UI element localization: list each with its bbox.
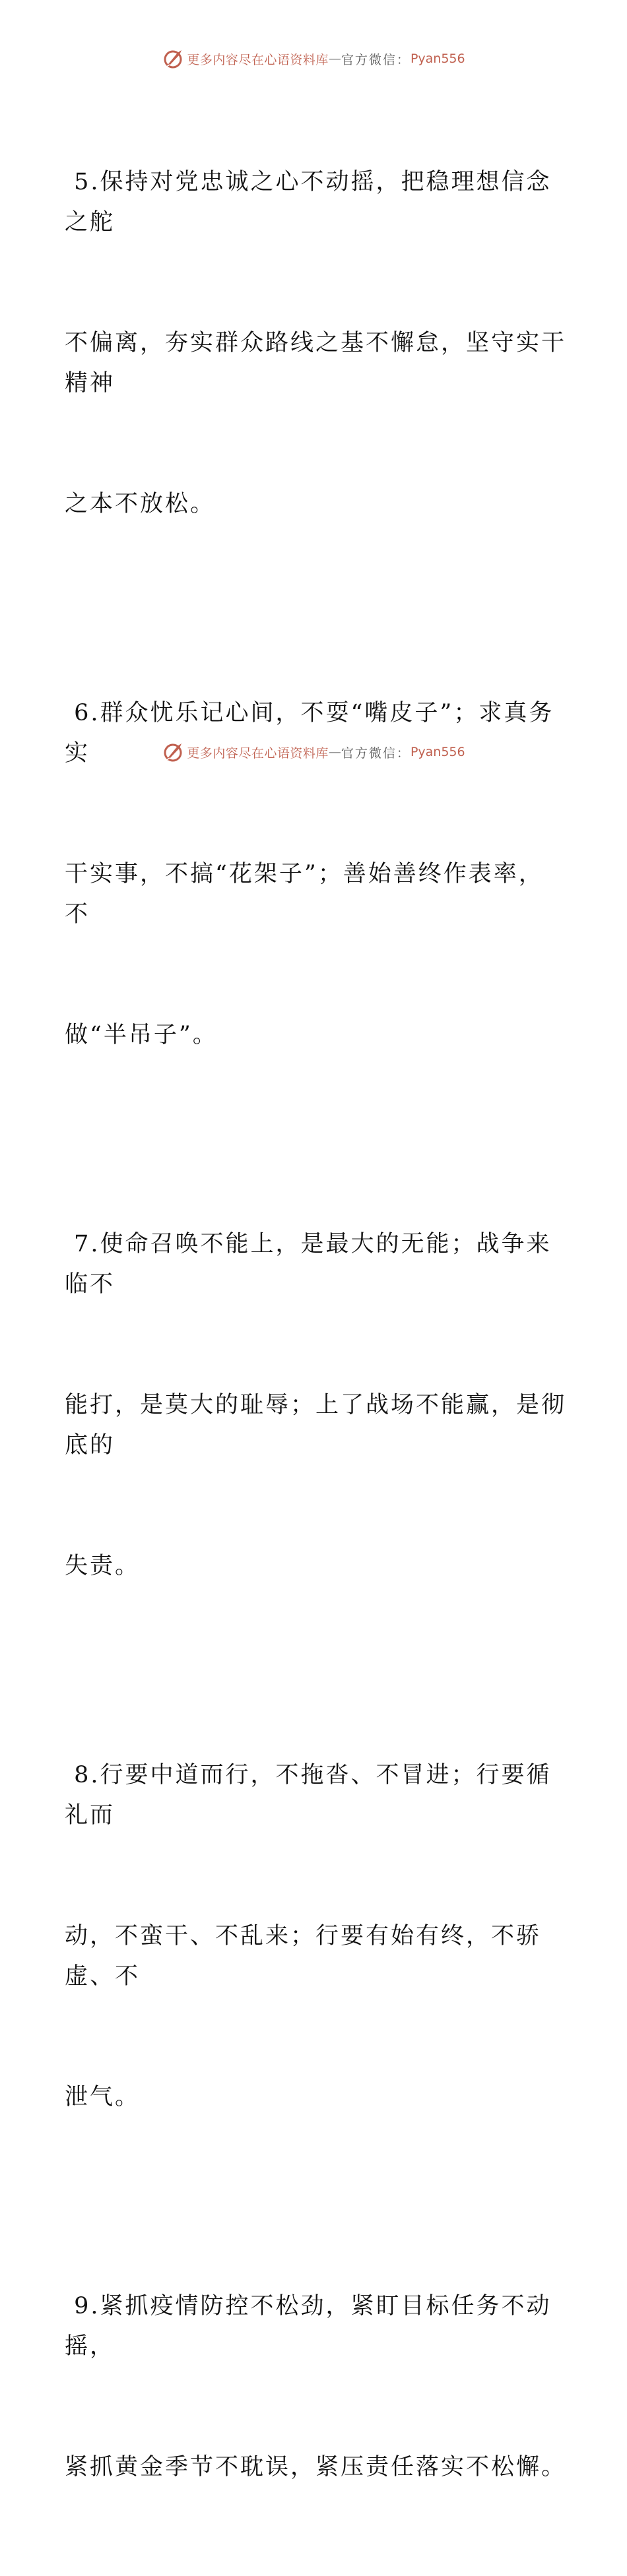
paragraph-item-5 [65,82,566,605]
paragraph-line: 泄气。 [65,2084,141,2110]
watermark-main-text: 更多内容尽在心语资料库 [187,52,329,67]
paragraph-line: 7.使命召唤不能上，是最大的无能；战争来临不 [65,1231,552,1298]
watermark-wechat-label: 官方微信： [341,52,411,67]
watermark-dash: — [328,51,341,66]
paragraph-item-8 [65,1675,566,2198]
paragraph-line: 不偏离，夯实群众路线之基不懈怠，坚守实干精神 [65,330,567,396]
paragraph-line: 干实事，不搞“花架子”；善始善终作表率，不 [65,861,544,927]
watermark-wechat-id: Pyan556 [410,51,465,66]
watermark-wechat-label: 官方微信： [341,745,411,761]
paragraph-line: 9.紧抓疫情防控不松劲，紧盯目标任务不动摇， [65,2293,552,2360]
paragraph-item-7 [65,1144,566,1667]
watermark-dash: — [328,745,341,759]
paragraph-line: 动，不蛮干、不乱来；行要有始有终，不骄虚、不 [65,1923,542,1990]
paragraph-line: 失责。 [65,1553,141,1579]
paragraph-line: 能打，是莫大的耻辱；上了战场不能赢，是彻底的 [65,1392,567,1459]
watermark-main-text: 更多内容尽在心语资料库 [187,745,329,761]
header-watermark [0,47,627,70]
quill-pen-logo-icon [162,47,184,70]
document-body [65,82,566,2576]
footer-watermark [0,741,627,763]
paragraph-line: 6.群众忧乐记心间，不耍“嘴皮子”；求真务实 [65,700,554,767]
paragraph-line: 紧抓黄金季节不耽误，紧压责任落实不松懈。 [65,2454,567,2480]
paragraph-line: 之本不放松。 [65,491,216,517]
paragraph-item-9 [65,2206,566,2568]
quill-pen-logo-icon [162,741,184,763]
paragraph-line: 做“半吊子”。 [65,1022,218,1048]
paragraph-line: 8.行要中道而行，不拖沓、不冒进；行要循礼而 [65,1762,552,1829]
paragraph-item-6 [65,613,566,1136]
paragraph-line: 5.保持对党忠诚之心不动摇，把稳理想信念之舵 [65,169,552,236]
watermark-wechat-id: Pyan556 [410,745,465,759]
